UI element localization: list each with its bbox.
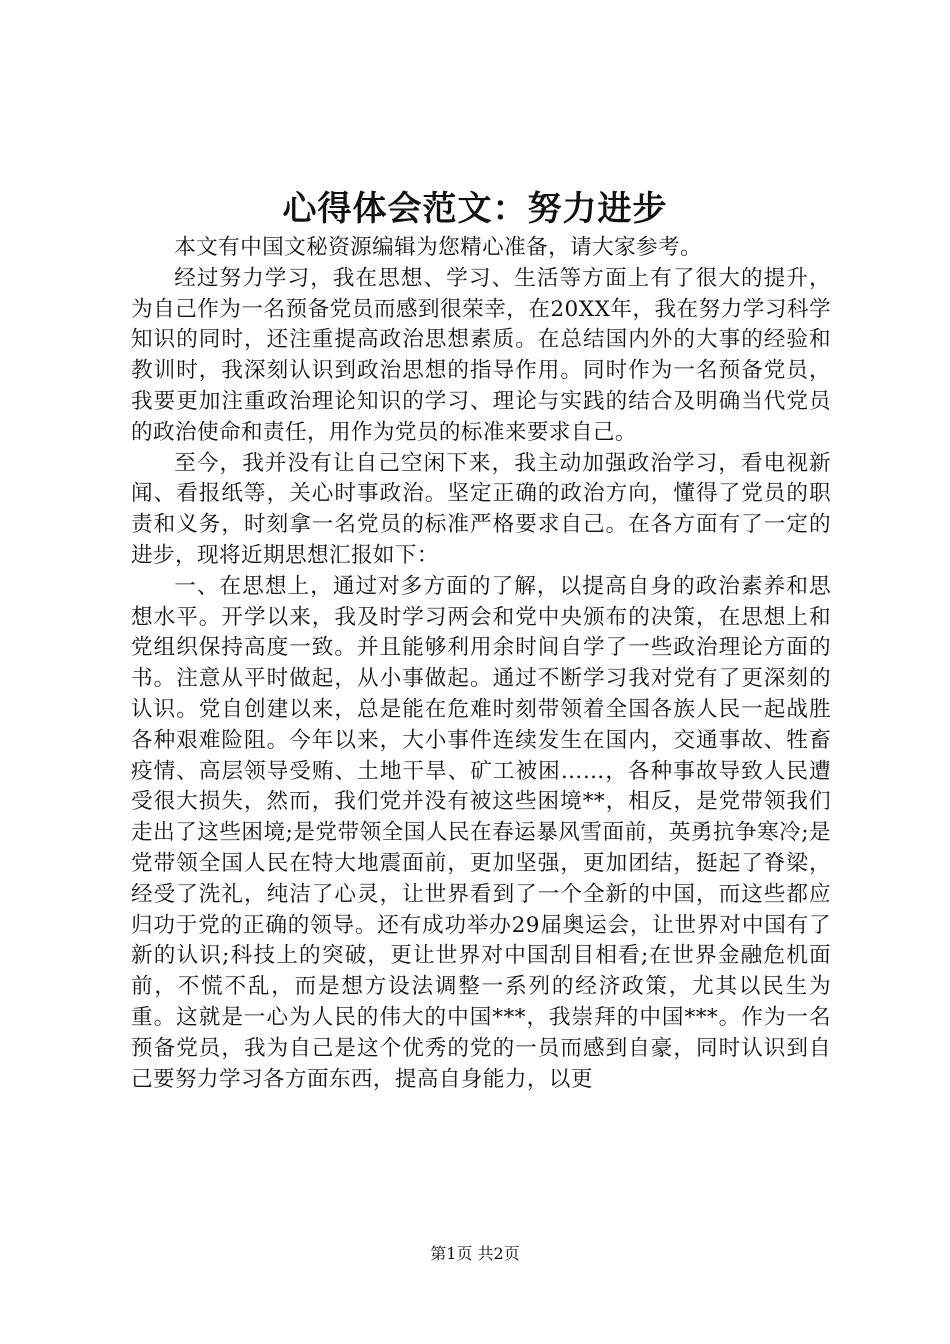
paragraph-intro: 本文有中国文秘资源编辑为您精心准备，请大家参考。 — [174, 235, 703, 260]
paragraph-thought-section: 一、在思想上，通过对多方面的了解，以提高自身的政治素养和思想水平。开学以来，我及时学习两会和党中央颁布的决策，在思想上和党组织保持高度一致。并且能够利用余时间自学了一些政治理论方面的书。注意从平时做起，从小事做起。通过不断学习我对党有了更深刻的认识。党自创建以来，总是能在危难时刻带领着全国各族人民一起战胜各种艰难险阻。今年以来，大小事件连续发生在国内，交通事故、牲畜疫情、高层领导受贿、土地干旱、矿工被困……，各种事故导致人民遭受很大损失，然而，我们党并没有被这些困境**，相反，是党带领我们走出了这些困境;是党带领全国人民在春运暴风雪面前，英勇抗争寒冷;是党带领全国人民在特大地震面前，更加坚强，更加团结，挺起了脊梁，经受了洗礼，纯洁了心灵，让世界看到了一个全新的中国，而这些都应归功于党的正确的领导。还有成功举办29届奥运会，让世界对中国有了新的认识;科技上的突破，更让世界对中国刮目相看;在世界金融危机面前，不慌不乱，而是想方设法调整一系列的经济政策，尤其以民生为重。这就是一心为人民的伟大的中国***，我崇拜的中国***。作为一名预备党员，我为自己是这个优秀的党的一员而感到自豪，同时认识到自己要努力学习各方面东西，提高自身能力，以更 — [131, 573, 831, 1092]
paragraph-study-summary: 经过努力学习，我在思想、学习、生活等方面上有了很大的提升，为自己作为一名预备党员而感到很荣幸，在20XX年，我在努力学习科学知识的同时，还注重提高政治思想素质。在总结国内外的大事的经验和教训时，我深刻认识到政治思想的指导作用。同时作为一名预备党员，我要更加注重政治理论知识的学习、理论与实践的结合及明确当代党员的政治使命和责任，用作为党员的标准来要求自己。 — [131, 265, 831, 445]
document-title: 心得体会范文：努力进步 — [282, 189, 668, 229]
paragraph-political-study: 至今，我并没有让自己空闲下来，我主动加强政治学习，看电视新闻、看报纸等，关心时事政治。坚定正确的政治方向，懂得了党员的职责和义务，时刻拿一名党员的标准严格要求自己。在各方面有了一定的进步，现将近期思想汇报如下： — [131, 450, 831, 568]
page-indicator: 第1页 共2页 — [430, 1244, 520, 1263]
document-body — [131, 233, 831, 1095]
